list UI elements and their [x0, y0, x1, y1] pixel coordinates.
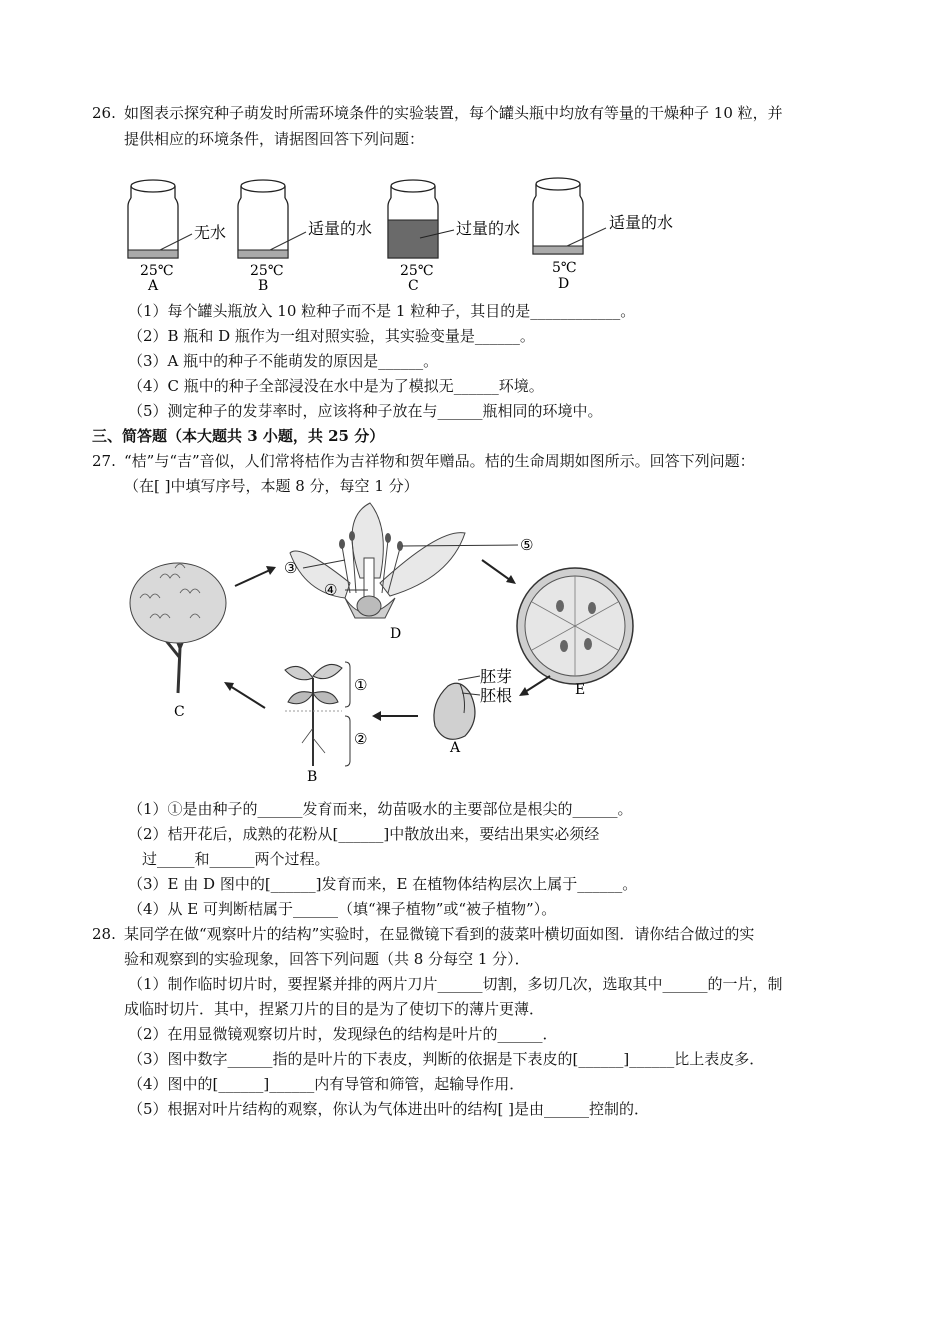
jar-b-label: B	[258, 278, 269, 294]
q26-sub-1: （1）每个罐头瓶放入 10 粒种子而不是 1 粒种子，其目的是____________。	[128, 302, 636, 320]
q26-stem-line1: 如图表示探究种子萌发时所需环境条件的实验装置，每个罐头瓶中均放有等量的干燥种子 10 粒，并	[124, 104, 783, 122]
flower-d	[284, 503, 533, 642]
q28-sub-4: （4）图中的[______]______内有导管和筛管，起输导作用．	[128, 1075, 525, 1093]
label-b: B	[307, 769, 318, 785]
label-e: E	[575, 682, 586, 698]
q26-sub-5: （5）测定种子的发芽率时，应该将种子放在与______瓶相同的环境中。	[128, 402, 603, 420]
jar-b-water: 适量的水	[308, 219, 373, 238]
jar-c-water: 过量的水	[456, 219, 521, 238]
q26-sub-2: （2）B 瓶和 D 瓶作为一组对照实验，其实验变量是______。	[128, 327, 535, 345]
jar-c-label: C	[408, 278, 419, 294]
tree-c	[130, 563, 226, 720]
q27-number: 27.	[92, 452, 116, 470]
circle-4: ④	[324, 581, 338, 599]
q28-sub-2: （2）在用显微镜观察切片时，发现绿色的结构是叶片的______．	[128, 1025, 558, 1043]
q27-sub-2: （2）桔开花后，成熟的花粉从[______]中散放出来，要结出果实必须经	[128, 825, 600, 843]
jar-a-label: A	[148, 278, 159, 294]
fruit-e	[517, 568, 633, 698]
q27-stem-line2: （在[ ]中填写序号，本题 8 分，每空 1 分）	[124, 477, 419, 495]
seed-a	[434, 667, 512, 756]
q28-stem-line2: 验和观察到的实验现象，回答下列问题（共 8 分每空 1 分）．	[124, 950, 530, 968]
circle-2: ②	[354, 730, 368, 748]
jar-d	[533, 178, 673, 292]
jar-b-temp: 25℃	[250, 263, 284, 279]
q26-stem-line2: 提供相应的环境条件，请据图回答下列问题：	[124, 130, 425, 148]
jar-a	[128, 180, 226, 294]
label-d: D	[390, 626, 402, 642]
embryo-root-label: 胚根	[480, 686, 513, 705]
circle-3: ③	[284, 559, 298, 577]
q27-sub-4: （4）从 E 可判断桔属于______（填“裸子植物”或“被子植物”）。	[128, 900, 557, 918]
embryo-bud-label: 胚芽	[480, 667, 513, 686]
q26-sub-4: （4）C 瓶中的种子全部浸没在水中是为了模拟无______环境。	[128, 377, 544, 395]
circle-1: ①	[354, 676, 368, 694]
q27-sub-2-cont: 过_____和______两个过程。	[142, 850, 330, 868]
label-a: A	[450, 740, 461, 756]
q28-sub-5: （5）根据对叶片结构的观察，你认为气体进出叶的结构[ ]是由______控制的．	[128, 1100, 650, 1118]
seed-jars-figure	[120, 172, 700, 297]
jar-c	[388, 180, 520, 294]
q28-sub-1-cont: 成临时切片．其中，捏紧刀片的目的是为了使切下的薄片更薄．	[124, 1000, 545, 1018]
q27-sub-3: （3）E 由 D 图中的[______]发育而来，E 在植物体结构层次上属于______。	[128, 875, 638, 893]
jar-a-water: 无水	[194, 223, 227, 242]
q26-sub-3: （3）A 瓶中的种子不能萌发的原因是______。	[128, 352, 439, 370]
q27-sub-1: （1）①是由种子的______发育而来，幼苗吸水的主要部位是根尖的______。	[128, 800, 633, 818]
q27-stem-line1: “桔”与“吉”音似，人们常将桔作为吉祥物和贺年赠品。桔的生命周期如图所示。回答下列问题：	[124, 452, 755, 470]
orange-lifecycle-figure	[120, 498, 660, 790]
label-c: C	[174, 704, 185, 720]
seedling-b	[285, 662, 367, 785]
q26-number: 26.	[92, 104, 116, 122]
jar-a-temp: 25℃	[140, 263, 174, 279]
circle-5: ⑤	[520, 536, 534, 554]
jar-d-temp: 5℃	[552, 260, 577, 276]
jar-d-water: 适量的水	[609, 213, 674, 232]
section3-title: 三、简答题（本大题共 3 小题，共 25 分）	[92, 427, 385, 445]
jar-d-label: D	[558, 276, 570, 292]
q28-sub-3: （3）图中数字______指的是叶片的下表皮，判断的依据是下表皮的[______]______比上表皮多．	[128, 1050, 765, 1068]
jar-b	[238, 180, 372, 294]
jar-c-temp: 25℃	[400, 263, 434, 279]
q28-sub-1: （1）制作临时切片时，要捏紧并排的两片刀片______切割，多切几次，选取其中______的一片，制	[128, 975, 783, 993]
q28-stem-line1: 某同学在做“观察叶片的结构”实验时，在显微镜下看到的菠菜叶横切面如图．请你结合做过的实	[124, 925, 755, 943]
q28-number: 28.	[92, 925, 116, 943]
